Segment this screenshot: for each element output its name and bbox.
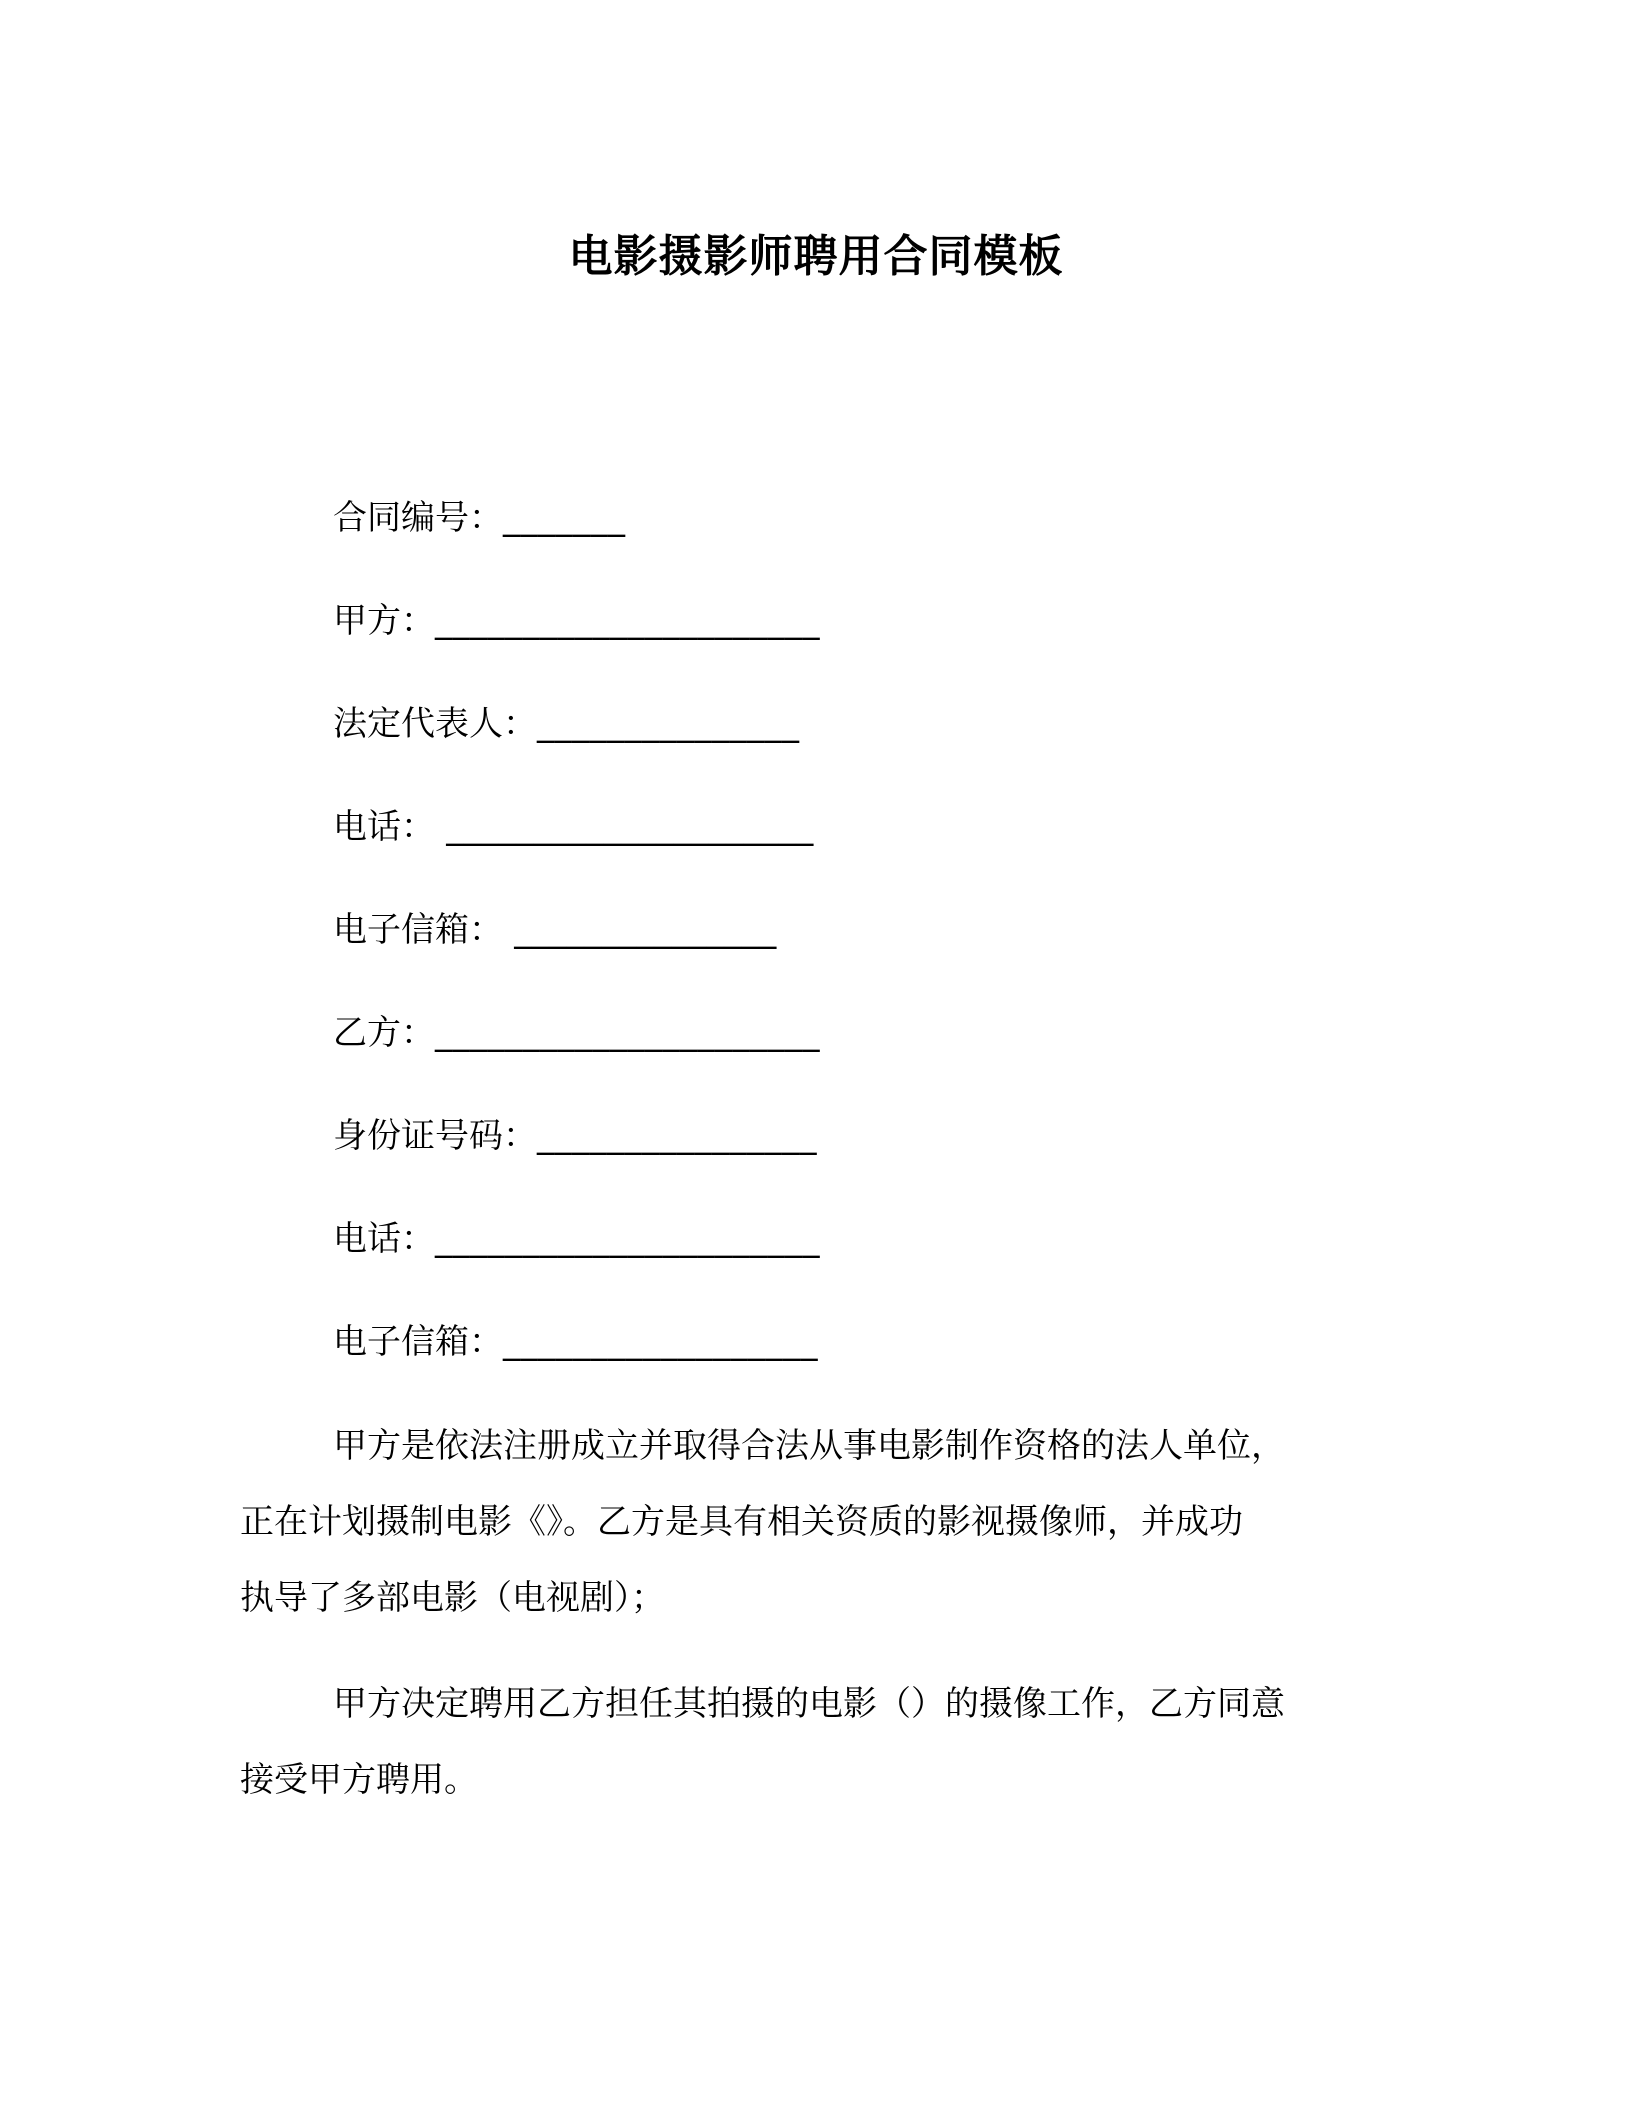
field-blank: ______________________ — [435, 1219, 820, 1259]
field-blank: ________________ — [537, 1116, 817, 1156]
paragraph-line: 正在计划摄制电影《》。乙方是具有相关资质的影视摄像师，并成功 — [240, 1502, 1243, 1542]
field-blank: ______________________ — [435, 601, 820, 641]
field-label: 电子信箱： — [333, 910, 503, 950]
document-title: 电影摄影师聘用合同模板 — [568, 231, 1064, 282]
body-paragraph-2 — [240, 1682, 1285, 1802]
field-blank: ______________________ — [435, 1013, 820, 1053]
field-label: 电话： — [333, 1219, 435, 1259]
id-number-field — [333, 1114, 817, 1158]
paragraph-line: 接受甲方聘用。 — [240, 1760, 478, 1800]
field-label: 甲方： — [333, 601, 435, 641]
party-b-email-field — [333, 1320, 818, 1364]
party-a-phone-field — [333, 805, 814, 849]
body-paragraph-1 — [240, 1424, 1285, 1620]
field-label: 电话： — [333, 807, 435, 847]
party-a-field — [333, 599, 820, 643]
party-b-field — [333, 1011, 820, 1055]
field-blank: _____________________ — [435, 807, 814, 847]
field-label: 合同编号： — [333, 498, 503, 538]
paragraph-line: 甲方是依法注册成立并取得合法从事电影制作资格的法人单位， — [333, 1426, 1285, 1466]
field-label: 乙方： — [333, 1013, 435, 1053]
field-blank: _______________ — [537, 704, 800, 744]
field-blank: __________________ — [503, 1322, 818, 1362]
field-label: 身份证号码： — [333, 1116, 537, 1156]
legal-representative-field — [333, 702, 800, 746]
party-b-phone-field — [333, 1217, 820, 1261]
field-label: 电子信箱： — [333, 1322, 503, 1362]
field-blank: _______________ — [503, 910, 777, 950]
paragraph-line: 甲方决定聘用乙方担任其拍摄的电影（）的摄像工作，乙方同意 — [333, 1684, 1285, 1724]
contract-number-field — [333, 496, 626, 540]
field-blank: _______ — [503, 498, 626, 538]
field-label: 法定代表人： — [333, 704, 537, 744]
paragraph-line: 执导了多部电影（电视剧）； — [240, 1578, 665, 1618]
party-a-email-field — [333, 908, 777, 952]
